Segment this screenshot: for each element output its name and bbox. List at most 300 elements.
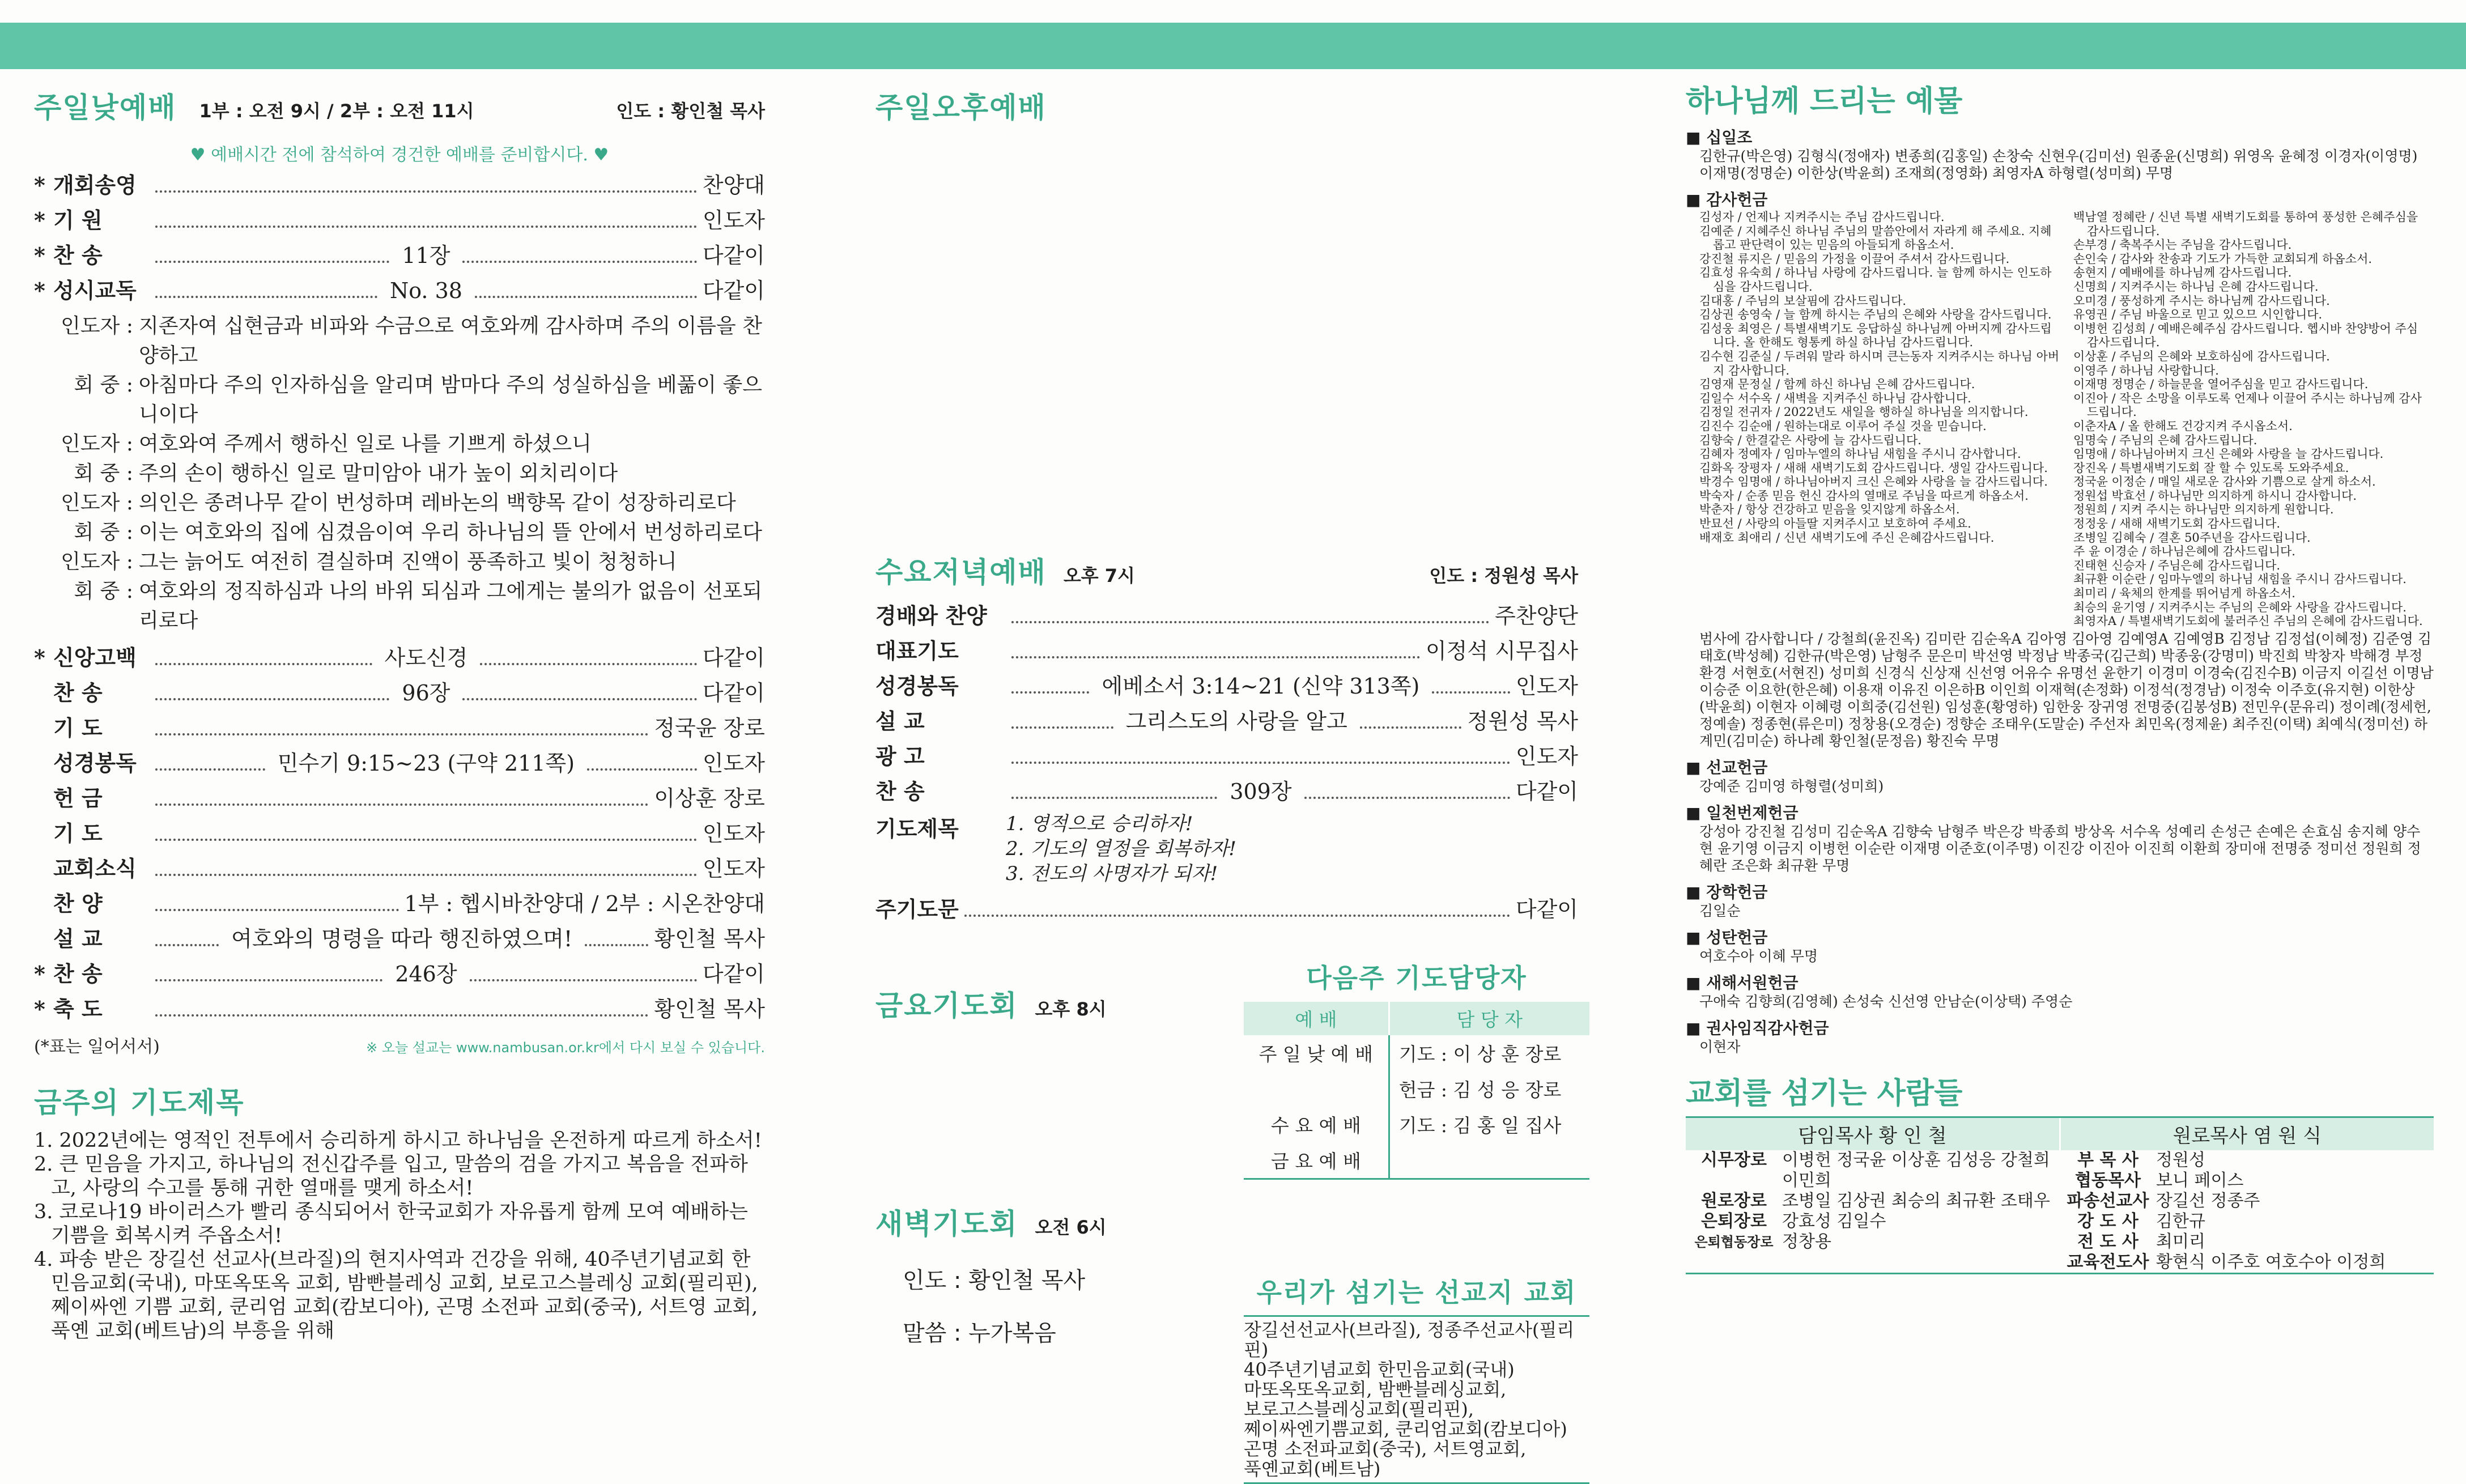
wed-prayer-items (1006, 811, 1236, 886)
dotted-leader (155, 1004, 648, 1017)
next-duty: 헌금 : 김 성 응 장로 (1398, 1079, 1562, 1101)
sunday-worship-leader: 인도 : 황인철 목사 (616, 100, 765, 122)
order-row (34, 273, 765, 308)
thanks-entry: 박경수 임명애 / 하나님아버지 크신 은혜와 사랑을 늘 감사드립니다. (1699, 475, 2048, 489)
emeritus-pastor: 원로목사 염 원 식 (2059, 1118, 2434, 1150)
thanks-head: ■ 감사헌금 (1686, 190, 1768, 209)
elder-head: ■ 권사임직감사헌금 (1686, 1018, 1829, 1037)
thanks-entry: 김일수 서수옥 / 새벽을 지켜주신 하나님 감사합니다. (1699, 391, 1971, 405)
order-label: 찬 송 (53, 681, 103, 705)
order-content: 246장 (395, 962, 457, 987)
thanks-entry: 이영주 / 하나님 사랑합니다. (2073, 363, 2219, 377)
order-row (34, 640, 765, 675)
staff-row (1686, 1232, 2060, 1252)
birth-list: 여호수아 이혜 무명 (1699, 947, 1818, 964)
order-content: 그리스도의 사랑을 알고 (1125, 709, 1347, 734)
order-row (34, 203, 765, 238)
dawn-leader: 인도 : 황인철 목사 (903, 1268, 1086, 1294)
lords-prayer-row (875, 892, 1578, 927)
wed-prayer-label: 기도제목 (875, 817, 959, 841)
responsive-line (34, 577, 765, 636)
dotted-leader (155, 758, 265, 771)
order-label: 개회송영 (53, 173, 137, 198)
thanks-entry: 김혜자 정예자 / 임마누엘의 하나님 새힘을 주시니 감사합니다. (1699, 447, 2021, 461)
thanks-entry: 진태현 신승자 / 주님은혜 감사드립니다. (2073, 558, 2281, 572)
order-responsible: 인도자 (702, 208, 765, 233)
elder-list: 이현자 (1699, 1038, 1741, 1055)
wed-header (875, 550, 1578, 590)
order-responsible: 이정석 시무집사 (1425, 639, 1578, 664)
dotted-leader (585, 934, 648, 946)
staff-body (1686, 1150, 2434, 1274)
responsive-speaker: 인도자 : (61, 491, 133, 514)
order-responsible: 다같이 (702, 645, 765, 670)
staff-title: 교회를 섬기는 사람들 (1686, 1076, 1963, 1111)
dotted-leader (475, 286, 697, 298)
wed-time: 오후 7시 (1063, 565, 1135, 586)
order-responsible: 다같이 (702, 243, 765, 268)
ilchun-list: 강성아 강진철 김성미 김순옥A 김향숙 남형주 박은강 박종희 방상옥 서수옥 성예리 손성근 손예은 손효심 송지혜 양수현 윤기영 이금지 이병헌 이순란 이재명 이준호(이주명) 이진강 이진아 이진희 이환희 장미애 전명중 정미선 정원희 정혜란 조은화 최규환 무명 (1699, 823, 2421, 874)
thanks-entry: 장진옥 / 특별새벽기도회 잘 할 수 있도록 도와주세요. (2073, 461, 2349, 475)
mission-line: 장길선선교사(브라질), 정종주선교사(필리핀) (1244, 1319, 1575, 1360)
order-label: 기 도 (53, 716, 103, 741)
mission-title: 우리가 섬기는 선교지 교회 (1256, 1277, 1577, 1308)
thanks-entry: 강진철 류지은 / 믿음의 가정을 이끌어 주셔서 감사드립니다. (1699, 252, 2010, 266)
order-responsible: 주찬양단 (1495, 603, 1578, 628)
order-row (34, 886, 765, 921)
order-row (875, 774, 1578, 809)
stand-mark: * (34, 207, 45, 233)
thanks-entry: 주 윤 이경순 / 하나님은혜에 감사드립니다. (2073, 545, 2295, 559)
responsive-text: 지존자여 십현금과 비파와 수금으로 여호와께 감사하며 주의 이름을 찬양하고 (139, 314, 763, 367)
responsive-speaker: 인도자 : (61, 550, 133, 573)
order-responsible: 황인철 목사 (654, 997, 765, 1022)
responsive-line (34, 518, 765, 547)
order-row (34, 781, 765, 816)
thanks-entry: 김성웅 최영은 / 특별새벽기도 응답하실 하나님께 아버지께 감사드립니다. 올 한해도 형통케 하실 하나님 감사드립니다. (1699, 321, 2052, 350)
wed-prayer-item: 1. 영적으로 승리하자! (1006, 813, 1193, 835)
thanks-entry: 정정웅 / 새해 새벽기도회 감사드립니다. (2073, 517, 2281, 531)
thanks-entry: 백남열 정혜란 / 신년 특별 새벽기도회를 통하여 풍성한 은혜주심을 감사드립니다. (2073, 210, 2418, 238)
stand-mark: * (34, 996, 45, 1022)
prayer-title: 금주의 기도제목 (34, 1086, 245, 1119)
mission-offering: 강예준 김미영 하형렬(성미희) (1699, 777, 1884, 794)
dotted-leader (155, 180, 697, 193)
dotted-leader (155, 286, 377, 298)
order-row (34, 992, 765, 1027)
dotted-leader (1011, 611, 1489, 623)
next-week-title: 다음주 기도담당자 (1306, 963, 1527, 993)
thanks-entry: 김진수 김순애 / 원하는대로 이루어 주실 것을 믿습니다. (1699, 419, 1987, 433)
prayer-item: 3. 코로나19 바이러스가 빨리 종식되어서 한국교회가 자유롭게 함께 모여 예배하는 기쁨을 회복시켜 주옵소서! (34, 1201, 748, 1247)
web-note: ※ 오늘 설교는 www.nambusan.or.kr에서 다시 보실 수 있습니다. (366, 1040, 765, 1056)
dotted-leader (462, 250, 696, 263)
scholar-head: ■ 장학헌금 (1686, 882, 1768, 902)
staff-row (2060, 1171, 2434, 1191)
thanks-entry: 유영권 / 주님 바울으로 믿고 있으므 시인합니다. (2073, 308, 2323, 322)
afternoon-worship-title: 주일오후예배 (875, 91, 1047, 124)
order-content: 96장 (402, 681, 450, 705)
responsive-reading (34, 312, 765, 636)
responsive-line (34, 488, 765, 518)
wed-prayer-block (875, 811, 1578, 886)
thanks-entry: 김수현 김준실 / 두려워 말라 하시며 큰는동자 지켜주시는 하나님 아버지 감사합니다. (1699, 349, 2060, 377)
prayer-item: 2. 큰 믿음을 가지고, 하나님의 전신갑주를 입고, 말씀의 검을 가지고 복음을 전파하고, 사랑의 수고를 통해 귀한 열매를 맺게 하소서! (34, 1153, 748, 1200)
next-week-row (1244, 1107, 1589, 1142)
staff-role: 은퇴협동장로 (1694, 1234, 1774, 1250)
prayer-item: 4. 파송 받은 장길선 선교사(브라질)의 현지사역과 건강을 위해, 40주년기념교회 한민음교회(국내), 마또옥또옥 교회, 밤빤블레싱 교회, 보로고스블레싱 교회(필리핀), 쩨이싸엔 기쁨 교회, 쿤리엄 교회(캄보디아), 곤명 소전파 교회(중국), 서트영 교회, 푹옌 교회(베트남)의 부흥을 위해 (34, 1248, 758, 1342)
order-row (34, 675, 765, 711)
dotted-leader (155, 793, 648, 806)
mission-line: 곤명 소전파교회(중국), 서트영교회, (1244, 1438, 1527, 1460)
thanks-entry: 김효성 유숙희 / 하나님 사랑에 감사드립니다. 늘 함께 하시는 인도하심을 감사드립니다. (1699, 266, 2052, 294)
dotted-leader (1011, 646, 1420, 658)
order-row (875, 598, 1578, 633)
wed-order-list (875, 598, 1578, 809)
next-service (1244, 1071, 1389, 1107)
thanks-left (1699, 210, 2062, 628)
mission-line: 보로고스블레싱교회(필리핀), (1244, 1398, 1474, 1420)
dotted-leader (155, 688, 389, 700)
order-responsible: 정원성 목사 (1467, 709, 1578, 734)
thanks-entry: 이춘자A / 올 한해도 건강지켜 주시옵소서. (2073, 419, 2293, 433)
offering-column (1686, 77, 2434, 1274)
order-label: 기 도 (53, 821, 103, 846)
thanks-entry: 김향숙 / 한결같은 사랑에 늘 감사드립니다. (1699, 433, 1921, 447)
thanks-entry: 신명희 / 지켜주시는 하나님 은혜 감사드립니다. (2073, 279, 2319, 294)
staff-role: 시무장로 (1701, 1150, 1767, 1170)
order-row (34, 746, 765, 781)
dawn-time: 오전 6시 (1035, 1217, 1107, 1238)
next-week-row (1244, 1071, 1589, 1107)
dotted-leader (155, 864, 697, 876)
dotted-leader (155, 723, 648, 735)
responsive-speaker: 회 중 : (74, 462, 133, 485)
dotted-leader (155, 969, 382, 981)
order-row (875, 669, 1578, 704)
stand-mark: * (34, 278, 45, 303)
ilchun-head: ■ 일천번제헌금 (1686, 803, 1799, 822)
responsive-speaker: 회 중 : (74, 580, 133, 603)
thanks-entry: 이병헌 김성희 / 예배은혜주심 감사드립니다. 헵시바 찬양방어 주심감사드립니다. (2073, 321, 2418, 350)
thanks-entry: 손부경 / 축복주시는 주님을 감사드립니다. (2073, 238, 2292, 252)
dawn-word: 말씀 : 누가복음 (903, 1320, 1056, 1346)
fri-title: 금요기도회 (875, 989, 1018, 1022)
order-content: 민수기 9:15~23 (구약 211쪽) (277, 751, 575, 776)
mission-box (1244, 1272, 1589, 1484)
wed-title: 수요저녁예배 (875, 556, 1047, 589)
responsive-line (34, 547, 765, 577)
birth-head: ■ 성탄헌금 (1686, 928, 1768, 947)
order-label: 신앙고백 (53, 645, 137, 670)
order-row (34, 921, 765, 956)
thanks-entry: 정원섭 박효선 / 하나님만 의지하게 하시니 감사합니다. (2073, 488, 2357, 503)
wed-prayer-item: 3. 전도의 사명자가 되자! (1006, 862, 1218, 885)
order-label: 축 도 (53, 997, 103, 1022)
order-responsible: 정국윤 장로 (654, 716, 765, 741)
sunday-worship-header (34, 85, 765, 126)
tithe-list: 김한규(박은영) 김형식(정애자) 변종희(김홍일) 손창숙 신현우(김미선) 원종윤(신명희) 위영옥 윤혜정 이경자(이영명) 이재명(정명순) 이한상(박윤희) 조재희(정영화) 최영자A 하형렬(성미희) 무명 (1699, 148, 2418, 181)
pan-thanks: 범사에 감사합니다 / 강철희(윤진옥) 김미란 김순옥A 김아영 김아영 김예영A 김예영B 김정남 김정섭(이혜정) 김준영 김태호(박성혜) 김한규(박은영) 남형주 문은미 박선영 박정남 박종국(김근희) 박종웅(강명미) 박진희 박창자 박해경 부정환경 서현호(서현진) 성미희 신경식 신상재 신선영 어유수 유명선 윤한기 이경미 이경숙(김진수B) 이금지 이길선 이명남 이승준 이요한(한은혜) 이용재 이유진 이은하B 이인희 이재혁(손정화) 이정석(정경남) 이정숙 이주호(유지현) 이한상(박윤희) 이현자 이혜령 이희중(김선원) 임성훈(황영하) 임한웅 장귀영 전명중(김봉성B) 전민우(문유리) 정이례(정세헌, 정예솔) 정종현(류은미) 정창용(오경순) 정향순 조태우(도말순) 주선자 최민옥(정제윤) 최주진(이택) 최예식(정미선) 하계민(김미순) 하나례 황인철(문정음) 황진숙 무명 (1699, 630, 2434, 749)
wed-prayer-item: 2. 기도의 열정을 회복하자! (1006, 837, 1236, 860)
responsive-text: 아침마다 주의 인자하심을 알리며 밤마다 주의 성실하심을 베풂이 좋으니이다 (139, 373, 763, 426)
next-week-row (1244, 1035, 1589, 1071)
lords-prayer-right: 다같이 (1515, 897, 1578, 922)
staff-names: 장길선 정종주 (2156, 1190, 2260, 1211)
responsive-speaker: 회 중 : (74, 373, 133, 397)
staff-role: 부 목 사 (2077, 1150, 2138, 1170)
responsive-line (34, 371, 765, 430)
worship-notice: ♥ 예배시간 전에 참석하여 경건한 예배를 준비합시다. ♥ (190, 145, 609, 165)
order-responsible: 인도자 (702, 821, 765, 846)
order-label: 성경봉독 (875, 674, 959, 699)
order-label: 찬 송 (875, 779, 925, 804)
order-responsible: 인도자 (1515, 674, 1578, 699)
mission-offering-head: ■ 선교헌금 (1686, 758, 1768, 777)
thanks-entry: 조병일 김혜숙 / 결혼 50주년을 감사드립니다. (2073, 530, 2311, 545)
sunday-worship-times: 1부 : 오전 9시 / 2부 : 오전 11시 (199, 100, 474, 122)
dotted-leader (1304, 786, 1510, 799)
order-label: 찬 송 (53, 243, 103, 268)
order-label: 광 고 (875, 744, 925, 769)
thanks-entry: 임명애 / 하나님아버지 크신 은혜와 사랑을 늘 감사드립니다. (2073, 447, 2384, 461)
order-row (34, 168, 765, 203)
thanks-entry: 배재호 최애리 / 신년 새벽기도에 주신 은혜감사드립니다. (1699, 530, 1995, 545)
thanks-entry: 정원희 / 지켜 주시는 하나님만 의지하게 원합니다. (2073, 503, 2334, 517)
order-responsible: 1부 : 헵시바찬양대 / 2부 : 시온찬양대 (404, 891, 765, 916)
order-responsible: 다같이 (702, 681, 765, 705)
order-responsible: 인도자 (702, 856, 765, 881)
newyear-head: ■ 새해서원헌금 (1686, 973, 1799, 992)
thanks-entry: 이진아 / 작은 소망을 이루도록 언제나 이끌어 주시는 하나님께 감사드립니다. (2073, 391, 2422, 419)
top-color-bar (0, 23, 2466, 69)
stand-mark: * (34, 243, 45, 268)
staff-role: 파송선교사 (2067, 1190, 2149, 1211)
thanks-entry: 김상권 송영숙 / 늘 함께 하시는 주님의 은혜와 사랑을 감사드립니다. (1699, 308, 2052, 322)
thanks-entry: 최승의 윤기영 / 지켜주시는 주님의 은혜와 사랑을 감사드립니다. (2073, 600, 2407, 614)
mission-line: 쩨이싸엔기쁨교회, 쿤리엄교회(캄보디아) (1244, 1418, 1567, 1440)
thanks-entry: 임명숙 / 주님의 은혜 감사드립니다. (2073, 433, 2257, 447)
thanks-entry: 김영재 문정실 / 함께 하신 하나님 은혜 감사드립니다. (1699, 377, 1975, 392)
dawn-block (875, 1201, 1107, 1347)
thanks-entry: 김대홍 / 주님의 보살핌에 감사드립니다. (1699, 294, 1907, 308)
order-responsible: 인도자 (702, 751, 766, 776)
order-row (875, 633, 1578, 669)
staff-names: 김한규 (2156, 1211, 2205, 1231)
staff-names: 조병일 김상권 최승의 최규환 조태우 (1782, 1190, 2050, 1211)
order-content: 에베소서 3:14~21 (신약 313쪽) (1102, 674, 1420, 699)
order-label: 교회소식 (53, 856, 137, 881)
order-row (34, 956, 765, 992)
order-responsible: 다같이 (702, 962, 765, 987)
order-content: 여호와의 명령을 따라 행진하였으며! (231, 926, 573, 951)
order-content: 309장 (1230, 779, 1292, 804)
dotted-leader (462, 688, 696, 700)
weekday-column (875, 85, 1595, 1479)
fri-time: 오후 8시 (1035, 998, 1107, 1020)
staff-row (2060, 1232, 2434, 1252)
dotted-leader (964, 904, 1510, 917)
order-responsible: 찬양대 (702, 173, 765, 198)
staff-role: 협동목사 (2075, 1170, 2141, 1190)
mission-lines (1244, 1315, 1589, 1479)
order-content: 11장 (402, 243, 450, 268)
responsive-text: 여호와의 정직하심과 나의 바위 되심과 그에게는 불의가 없음이 선포되리로다 (139, 580, 763, 632)
dotted-leader (155, 899, 399, 911)
staff-row (2060, 1150, 2434, 1171)
order-content: No. 38 (389, 278, 462, 303)
scholar-list: 김일순 (1699, 902, 1741, 919)
dawn-title: 새벽기도회 (875, 1207, 1018, 1240)
order-label: 찬 양 (53, 891, 103, 916)
order-responsible: 다같이 (1515, 779, 1578, 804)
order-label: 기 원 (53, 208, 103, 233)
thanks-entry: 박춘자 / 항상 건강하고 믿음을 잊지않게 하옵소서. (1699, 503, 1960, 517)
staff-names: 이병헌 정국윤 이상훈 김성응 강철희 이민희 (1782, 1150, 2050, 1190)
thanks-entry: 김성자 / 언제나 지켜주시는 주님 감사드립니다. (1699, 210, 1945, 224)
thanks-entry: 최미리 / 육체의 한계를 뛰어넘게 하옵소서. (2073, 586, 2295, 601)
order-responsible: 다같이 (702, 278, 766, 303)
order-row (34, 711, 765, 746)
stand-mark: * (34, 961, 45, 987)
order-row (34, 851, 765, 886)
thanks-entry: 반묘선 / 사랑의 아들딸 지켜주시고 보호하여 주세요. (1699, 517, 1971, 531)
order-label: 찬 송 (53, 962, 103, 987)
staff-role: 교육전도사 (2067, 1252, 2149, 1272)
staff-row (2060, 1211, 2434, 1232)
staff-names: 최미리 (2156, 1231, 2205, 1252)
order-label: 대표기도 (875, 639, 959, 664)
next-week-table (1244, 1002, 1589, 1178)
responsive-speaker: 인도자 : (61, 432, 133, 456)
responsive-line (34, 459, 765, 488)
order-row (875, 739, 1578, 774)
lords-prayer-label: 주기도문 (875, 897, 959, 922)
mission-line: 푹옌교회(베트남) (1244, 1458, 1381, 1479)
staff-row (1686, 1191, 2060, 1211)
thanks-entry: 정국윤 이정순 / 매일 새로운 감사와 기쁨으로 살게 하소서. (2073, 475, 2376, 489)
thanks-entry: 김화옥 장평자 / 새해 새벽기도회 감사드립니다. 생일 감사드립니다. (1699, 461, 2048, 475)
next-week-row (1244, 1142, 1589, 1178)
staff-names: 정원성 (2156, 1150, 2205, 1170)
next-week-prayer-box (1244, 958, 1589, 1180)
order-label: 설 교 (53, 926, 103, 951)
mission-line: 마또옥또옥교회, 밤빤블레싱교회, (1244, 1379, 1507, 1400)
staff-header (1686, 1116, 2434, 1150)
dotted-leader (1360, 716, 1462, 729)
sunday-worship-column (34, 85, 765, 1343)
staff-right (2060, 1150, 2434, 1273)
prayer-list (34, 1129, 765, 1343)
order-responsible: 황인철 목사 (654, 926, 766, 951)
order-list-2 (34, 640, 765, 1027)
dotted-leader (155, 934, 219, 946)
responsive-speaker: 인도자 : (61, 314, 133, 338)
offering-title: 하나님께 드리는 예물 (1686, 84, 1963, 118)
responsive-text: 여호와여 주께서 행하신 일로 나를 기쁘게 하셨으니 (139, 432, 592, 456)
stand-mark: * (34, 172, 45, 198)
next-service: 금 요 예 배 (1244, 1142, 1389, 1178)
thanks-entry: 송현지 / 예배에를 하나님께 감사드립니다. (2073, 266, 2292, 280)
fri-header (875, 983, 1107, 1024)
order-row (875, 704, 1578, 739)
order-row (34, 816, 765, 851)
responsive-line (34, 430, 765, 459)
responsive-line (34, 312, 765, 371)
dotted-leader (1011, 786, 1217, 799)
order-label: 성시교독 (53, 278, 137, 303)
thanks-entry: 오미경 / 풍성하게 주시는 하나님께 감사드립니다. (2073, 294, 2330, 308)
next-duty: 기도 : 이 상 훈 장로 (1398, 1043, 1562, 1065)
staff-row (2060, 1191, 2434, 1211)
thanks-entry: 김정일 전귀자 / 2022년도 새일을 행하실 하나님을 의지합니다. (1699, 405, 2029, 419)
thanks-entry: 이상훈 / 주님의 은혜와 보호하심에 감사드립니다. (2073, 349, 2330, 363)
newyear-list: 구애숙 김향희(김영혜) 손성숙 신선영 안남순(이상택) 주영순 (1699, 993, 2073, 1010)
dotted-leader (155, 653, 372, 665)
next-service: 주 일 낮 예 배 (1244, 1035, 1389, 1071)
thanks-entry: 최규환 이순란 / 임마누엘의 하나님 새힘을 주시니 감사드립니다. (2073, 572, 2407, 586)
staff-names: 강효성 김일수 (1782, 1211, 1886, 1231)
next-head-duty: 담 당 자 (1456, 1009, 1523, 1031)
dotted-leader (1432, 681, 1510, 694)
prayer-item: 1. 2022년에는 영적인 전투에서 승리하게 하시고 하나님을 온전하게 따르게 하소서! (34, 1129, 762, 1152)
sunday-worship-title: 주일낮예배 (34, 91, 177, 124)
next-service: 수 요 예 배 (1244, 1107, 1389, 1142)
dotted-leader (470, 969, 697, 981)
thanks-entry: 김예준 / 지혜주신 하나님 주님의 말씀안에서 자라게 해 주세요. 지혜롭고 판단력이 있는 믿음의 아들되게 하옵소서. (1699, 224, 2052, 252)
dotted-leader (155, 215, 697, 228)
order-responsible: 인도자 (1515, 744, 1578, 769)
thanks-entry: 손인숙 / 감사와 찬송과 기도가 가득한 교회되게 하옵소서. (2073, 252, 2373, 266)
responsive-speaker: 회 중 : (74, 521, 133, 544)
order-label: 성경봉독 (53, 751, 137, 776)
order-responsible: 이상훈 장로 (654, 786, 765, 811)
staff-row (2060, 1252, 2434, 1273)
order-label: 헌 금 (53, 786, 103, 811)
next-duty (1389, 1142, 1589, 1178)
next-duty: 기도 : 김 홍 일 집사 (1398, 1115, 1562, 1137)
responsive-text: 그는 늙어도 여전히 결실하며 진액이 풍족하고 빛이 청청하니 (139, 550, 677, 573)
dotted-leader (155, 828, 697, 841)
dotted-leader (587, 758, 697, 771)
thanks-entry: 최영자A / 특별새벽기도회에 불러주신 주님의 은혜에 감사드립니다. (2073, 614, 2423, 628)
staff-row (1686, 1150, 2060, 1191)
order-label: 경배와 찬양 (875, 603, 987, 628)
staff-names: 보니 페이스 (2156, 1170, 2244, 1190)
dotted-leader (1011, 681, 1089, 694)
next-head-service: 예 배 (1244, 1002, 1389, 1035)
tithe-head: ■ 십일조 (1686, 128, 1753, 147)
thanks-columns (1699, 210, 2434, 628)
staff-row (1686, 1211, 2060, 1232)
responsive-text: 이는 여호와의 집에 심겼음이여 우리 하나님의 뜰 안에서 번성하리로다 (139, 521, 763, 544)
staff-role: 원로장로 (1701, 1190, 1767, 1211)
thanks-right (2073, 210, 2425, 628)
stand-note: (*표는 일어서서) (34, 1037, 160, 1057)
staff-role: 강 도 사 (2077, 1211, 2138, 1231)
staff-left (1686, 1150, 2060, 1273)
order-label: 설 교 (875, 709, 925, 734)
thanks-entry: 이재명 정명순 / 하늘문을 열어주심을 믿고 감사드립니다. (2073, 377, 2369, 392)
dotted-leader (155, 250, 389, 263)
dotted-leader (1011, 716, 1113, 729)
order-content: 사도신경 (384, 645, 468, 670)
responsive-text: 의인은 종려나무 같이 번성하며 레바논의 백향목 같이 성장하리로다 (139, 491, 736, 514)
staff-names: 정창용 (1782, 1231, 1831, 1252)
dotted-leader (480, 653, 697, 665)
dotted-leader (1011, 751, 1510, 764)
staff-role: 은퇴장로 (1701, 1211, 1767, 1231)
